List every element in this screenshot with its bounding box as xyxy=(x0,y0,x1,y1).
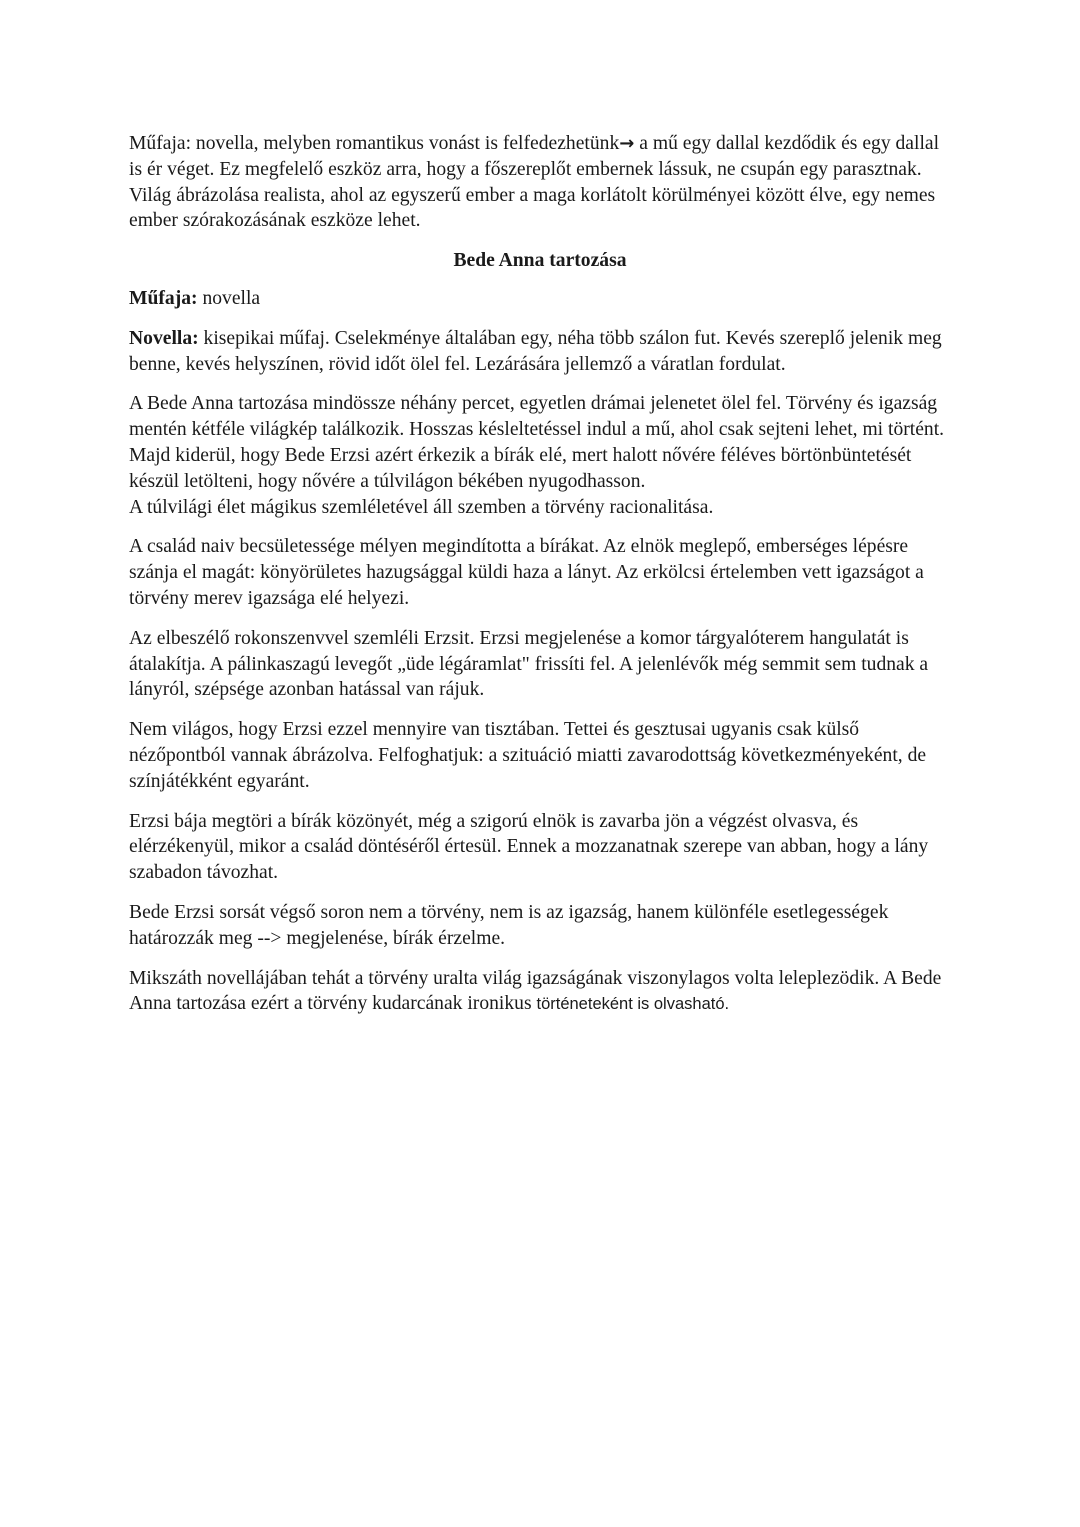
section-title: Bede Anna tartozása xyxy=(453,250,627,272)
genre-label: Műfaja: xyxy=(129,287,198,309)
novella-text: kisepikai műfaj. Cselekménye általában egy, néha több szálon fut. Kevés szereplő jelenik meg benne, kevés helyszínen, rövid időt ölel fel. Lezárására jellemző a váratlan fordulat. xyxy=(129,327,942,375)
paragraph-1b: A túlvilági élet mágikus szemléletével áll szemben a törvény racionalitása. xyxy=(129,496,714,518)
document-body xyxy=(129,131,951,1032)
paragraph-4: Nem világos, hogy Erzsi ezzel mennyire van tisztában. Tettei és gesztusai ugyanis csak külső nézőpontból vannak ábrázolva. Felfoghatjuk: a szituáció miatti zavarodottság következményeként, de színjátékként egyaránt. xyxy=(129,719,927,792)
genre-value: novella xyxy=(197,287,261,309)
genre-line xyxy=(129,286,951,312)
paragraph-3: Az elbeszélő rokonszenvvel szemléli Erzsit. Erzsi megjelenése a komor tárgyalóterem hangulatát is átalakítja. A pálinkaszagú levegőt „üde légáramlat" frissíti fel. A jelenlévők még semmit sem tudnak a lányról, szépsége azonban hatással van rájuk. xyxy=(129,627,929,701)
intro-text-start: Műfaja: novella, melyben romantikus vonást is felfedezhetünk xyxy=(129,133,620,154)
intro-text-end: a mű egy dallal kezdődik és egy dallal is ér véget. Ez megfelelő eszköz arra, hogy a főszereplőt embernek lássuk, ne csupán egy parasztnak. Világ ábrázolása realista, ahol az egyszerű ember a maga korlátolt körülményei között élve, egy nemes ember szórakozásának eszköze lehet. xyxy=(129,133,940,232)
paragraph-6: Bede Erzsi sorsát végső soron nem a törvény, nem is az igazság, hanem különféle esetlegességek határozzák meg --> megjelenése, bírák érzelme. xyxy=(129,901,889,949)
intro-paragraph xyxy=(129,131,951,234)
novella-label: Novella: xyxy=(129,327,199,349)
paragraph-5: Erzsi bája megtöri a bírák közönyét, még a szigorú elnök is zavarba jön a végzést olvasva, és elérzékenyül, mikor a család döntéséről értesül. Ennek a mozzanatnak szerepe van abban, hogy a lány szabadon távozhat. xyxy=(129,810,929,884)
paragraph-2: A család naiv becsületessége mélyen megindította a bírákat. Az elnök meglepő, emberséges lépésre szánja el magát: könyörületes hazugsággal küldi haza a lányt. Az erkölcsi értelemben vett igazságot a törvény merev igazsága elé helyezi. xyxy=(129,536,924,609)
paragraph-1: A Bede Anna tartozása mindössze néhány percet, egyetlen drámai jelenetet ölel fel. Törvény és igazság mentén kétféle világkép találkozik. Hosszas késleltetéssel indul a mű, ahol csak sejteni lehet, mi történt. Majd kiderül, hogy Bede Erzsi azért érkezik a bírák elé, mert halott nővére féléves börtönbüntetését készül letölteni, hogy nővére a túlvilágon békében nyugodhasson. xyxy=(129,393,945,492)
paragraph-7 xyxy=(129,966,951,1019)
paragraph-7-sans-text: történeteként is olvasható. xyxy=(536,995,730,1014)
paragraph-7-serif-text: Mikszáth novellájában tehát a törvény uralta világ igazságának viszonylagos volta leleplezödik. A Bede Anna tartozása ezért a törvény kudarcának ironikus xyxy=(129,967,942,1015)
novella-definition xyxy=(129,326,951,378)
arrow-right-icon: → xyxy=(619,133,635,154)
